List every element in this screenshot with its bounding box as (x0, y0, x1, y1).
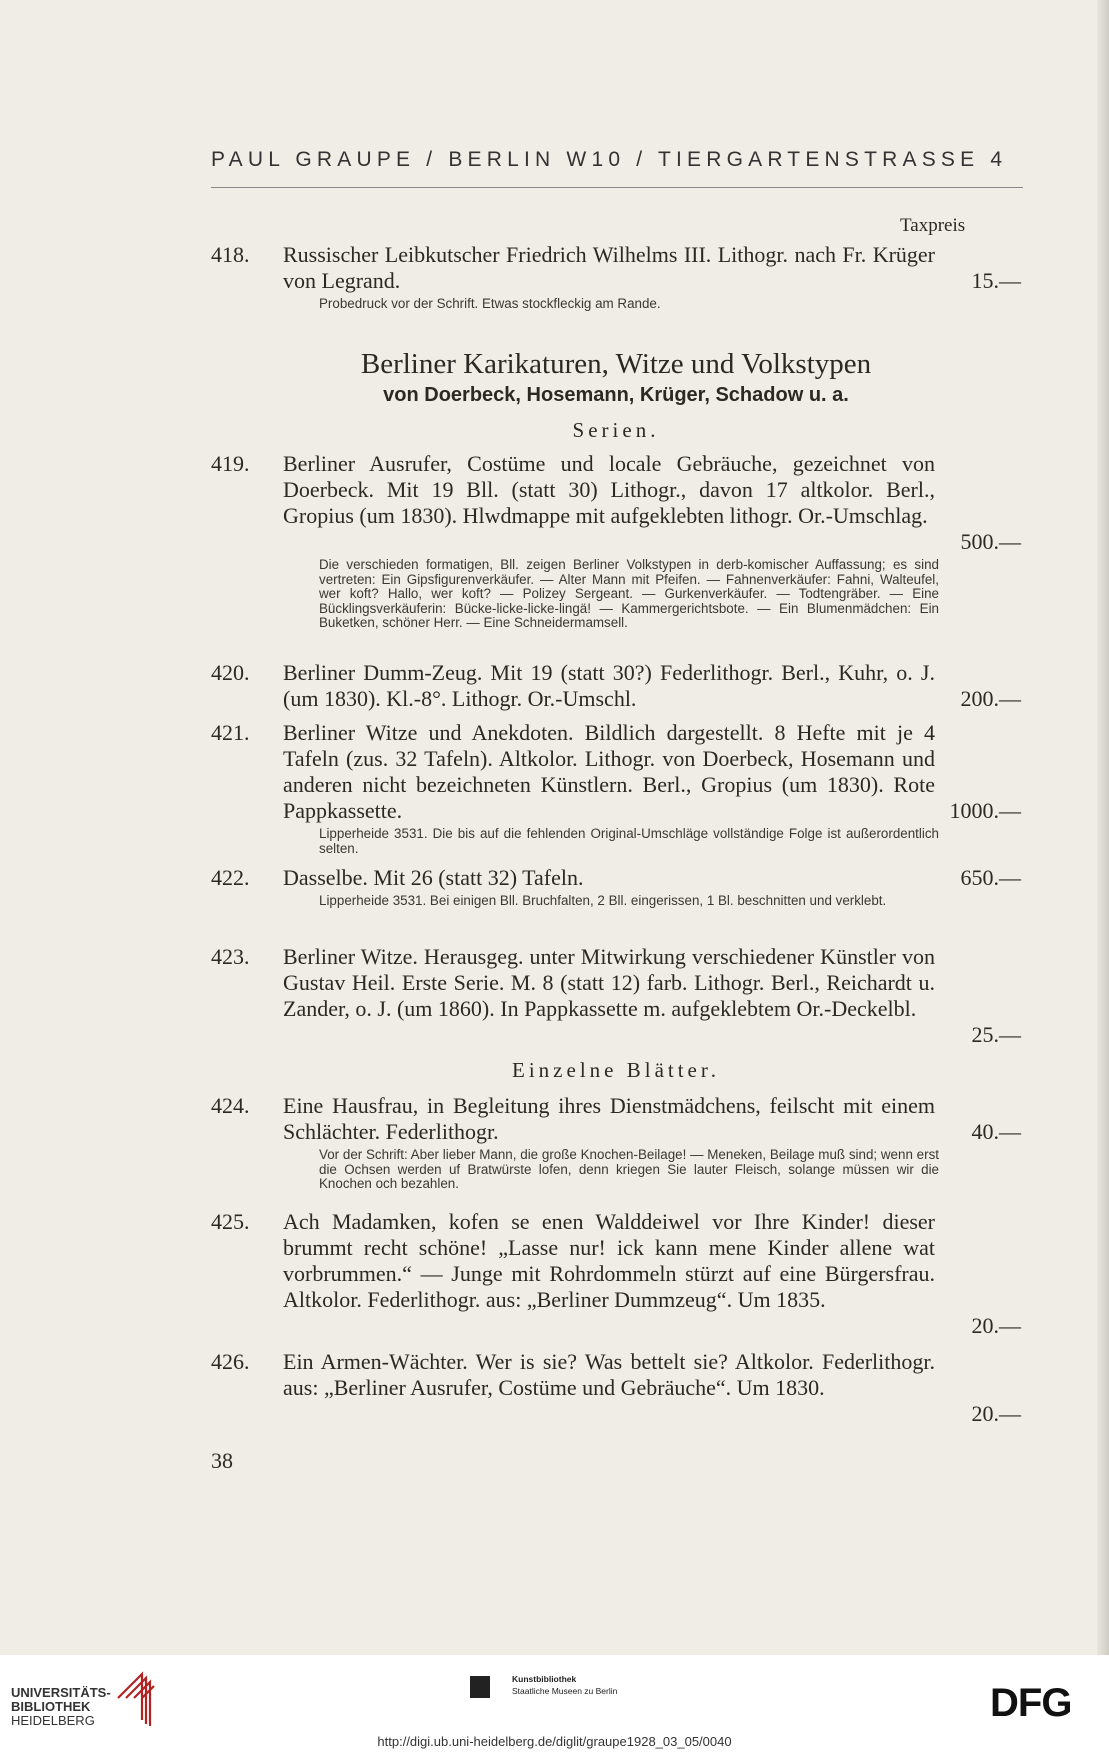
page-number: 38 (211, 1448, 233, 1473)
section-title: Berliner Karikaturen, Witze und Volkstypen (360, 348, 872, 380)
entry-text: Berliner Witze. Herausgeg. unter Mitwirkung verschiedener Künstler von Gustav Heil. Erste Serie. M. 8 (statt 12) farb. Lithogr. Berl., Reichardt u. Zander, o. J. (um 1860). In Pappkassette m. aufgeklebtem Or.-Deckelbl. (283, 944, 935, 1021)
entry-text: Russischer Leibkutscher Friedrich Wilhelms III. Lithogr. nach Fr. Krüger von Legrand. (283, 242, 935, 293)
ub-heidelberg-label (11, 1686, 111, 1728)
entry-price: 15.— (971, 268, 1021, 293)
entry-note: Vor der Schrift: Aber lieber Mann, die große Knochen-Beilage! — Meneken, Beilage muß sind; wenn erst die Ochsen werden uf Bratwürste lofen, denn kriegen Sie lauter Fleisch, solange müssen wir die Knochen och bezahlen. (319, 1147, 939, 1191)
subsection-einzelne: Einzelne Blätter. (512, 1058, 720, 1082)
entry-number: 424. (211, 1093, 250, 1118)
taxpreis-label: Taxpreis (900, 215, 966, 236)
entry-text: Eine Hausfrau, in Begleitung ihres Dienstmädchens, feilscht mit einem Schlächter. Federlithogr. (283, 1093, 935, 1144)
kunstbibliothek-label (512, 1673, 617, 1697)
entry-price: 20.— (971, 1313, 1021, 1338)
section-subtitle: von Doerbeck, Hosemann, Krüger, Schadow u. a. (383, 384, 849, 406)
entry-text: Berliner Dumm-Zeug. Mit 19 (statt 30?) Federlithogr. Berl., Kuhr, o. J. (um 1830). Kl.-8°. Lithogr. Or.-Umschl. (283, 660, 935, 711)
page-edge (1097, 0, 1109, 1655)
kunstbibliothek-logo-icon (470, 1676, 490, 1698)
entry-price: 650.— (960, 865, 1021, 890)
entry-number: 423. (211, 944, 250, 969)
entry-number: 426. (211, 1349, 250, 1374)
entry-note: Lipperheide 3531. Die bis auf die fehlenden Original-Umschläge vollständige Folge ist außerordentlich selten. (319, 826, 939, 856)
entry-number: 419. (211, 451, 250, 476)
entry-text: Dasselbe. Mit 26 (statt 32) Tafeln. (283, 865, 584, 890)
dfg-logo: DFG (990, 1681, 1072, 1725)
ub-heidelberg-logo-icon (112, 1668, 160, 1726)
page-header: PAUL GRAUPE / BERLIN W10 / TIERGARTENSTRASSE 4 (211, 148, 1008, 171)
entry-number: 421. (211, 720, 250, 745)
header-rule (211, 187, 1023, 188)
subsection-serien: Serien. (572, 418, 660, 442)
ub-line-3: HEIDELBERG (11, 1713, 95, 1728)
entry-text: Ach Madamken, kofen se enen Walddeiwel vor Ihre Kinder! dieser brummt recht schöne! „Lasse nur! ick kann mene Kinder allene wat vorbrummen.“ — Junge mit Rohrdommeln stürzt auf eine Bürgersfrau. Altkolor. Federlithogr. aus: „Berliner Dummzeug“. Um 1835. (283, 1209, 935, 1312)
entry-note: Probedruck vor der Schrift. Etwas stockfleckig am Rande. (319, 296, 661, 311)
ub-line-2: BIBLIOTHEK (11, 1699, 91, 1714)
kb-line-2: Staatliche Museen zu Berlin (512, 1686, 618, 1696)
entry-price: 200.— (960, 686, 1021, 711)
kb-line-1: Kunstbibliothek (512, 1674, 577, 1684)
source-url[interactable]: http://digi.ub.uni-heidelberg.de/diglit/graupe1928_03_05/0040 (377, 1734, 732, 1749)
entry-price: 500.— (960, 529, 1021, 554)
entry-text: Ein Armen-Wächter. Wer is sie? Was bettelt sie? Altkolor. Federlithogr. aus: „Berliner Ausrufer, Costüme und Gebräuche“. Um 1830. (283, 1349, 935, 1400)
entry-price: 25.— (971, 1022, 1021, 1047)
entry-price: 20.— (971, 1401, 1021, 1426)
entry-text: Berliner Witze und Anekdoten. Bildlich dargestellt. 8 Hefte mit je 4 Tafeln (zus. 32 Tafeln). Altkolor. Lithogr. von Doerbeck, Hosemann und anderen nicht bezeichneten Künstlern. Berl., Gropius (um 1830). Rote Pappkassette. (283, 720, 935, 823)
entry-price: 40.— (971, 1119, 1021, 1144)
ub-line-1: UNIVERSITÄTS- (11, 1685, 111, 1700)
entry-price: 1000.— (949, 798, 1021, 823)
entry-number: 420. (211, 660, 250, 685)
entry-number: 422. (211, 865, 250, 890)
entry-number: 418. (211, 242, 250, 267)
entry-note: Lipperheide 3531. Bei einigen Bll. Bruchfalten, 2 Bll. eingerissen, 1 Bl. beschnitten und verklebt. (319, 893, 887, 908)
entry-text: Berliner Ausrufer, Costüme und locale Gebräuche, gezeichnet von Doerbeck. Mit 19 Bll. (statt 30) Lithogr., davon 17 altkolor. Berl., Gropius (um 1830). Hlwdmappe mit aufgeklebten lithogr. Or.-Umschlag. (283, 451, 935, 528)
entry-number: 425. (211, 1209, 250, 1234)
entry-note: Die verschieden formatigen, Bll. zeigen Berliner Volkstypen in derb-komischer Auffassung; es sind vertreten: Ein Gipsfigurenverkäufer. — Alter Mann mit Pfeifen. — Fahnenverkäufer: Fahni, Walteufel, wer koft? Hallo, wer koft? — Polizey Sergeant. — Gurkenverkäufer. — Todtengräber. — Eine Bücklingsverkäuferin: Bücke-licke-licke-lingä! — Kammergerichtsbote. — Ein Blumenmädchen: Ein Buketken, schöner Herr. — Eine Schneidermamsell. (319, 557, 939, 630)
